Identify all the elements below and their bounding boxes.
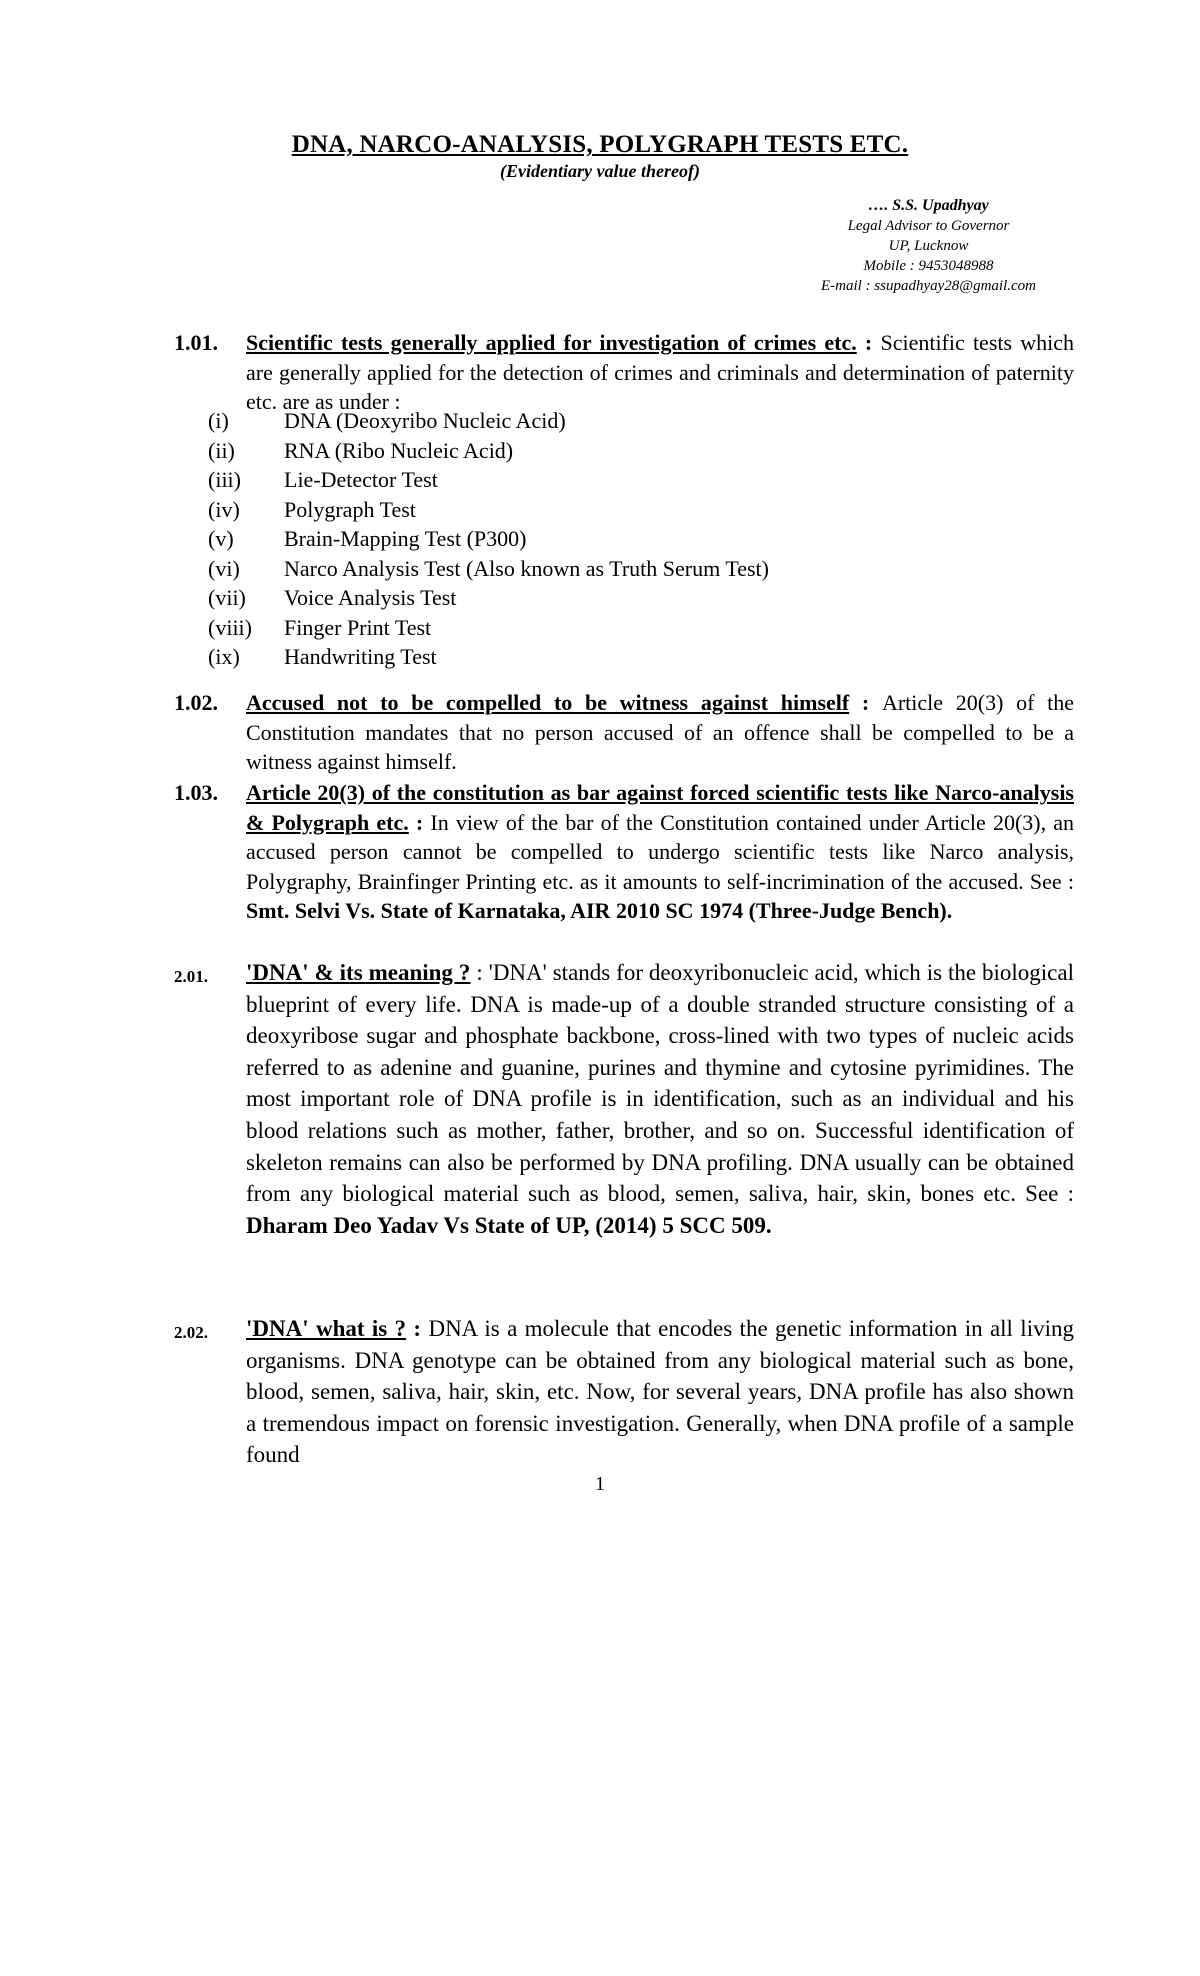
list-item-roman: (iii) [208,467,241,492]
author-name: …. S.S. Upadhyay [868,197,989,214]
section-number: 1.01. [174,330,218,355]
page-number: 1 [595,1473,605,1495]
section-heading: 'DNA' & its meaning ? [246,960,471,985]
author-designation: Legal Advisor to Governor [847,218,1010,234]
author-mobile: Mobile : 9453048988 [863,258,994,274]
list-item-label: Lie-Detector Test [284,467,438,492]
list-item-roman: (ii) [208,437,235,463]
heading-separator: : [470,960,489,985]
section-text: 'DNA' stands for deoxyribonucleic acid, which is the biological blueprint of every life. DNA is made-up of a double stranded structure consisting of a deoxyribose sugar and phosphate backbone, cross-lined with two types of nucleic acids referred to as adenine and guanine, purines and thymine and cytosine pyrimidines. The most important role of DNA profile is in identification, such as an individual and his blood relations such as mother, father, brother, and so on. Successful identification of skeleton remains can also be performed by DNA profiling. DNA usually can be obtained from any biological material such as blood, semen, saliva, hair, skin, bones etc. See : [246,960,1074,1207]
section-1-01 [174,328,1074,417]
heading-separator: : [856,330,881,355]
section-body [246,688,1074,777]
list-item-roman: (vii) [208,585,246,610]
list-item-roman: (ix) [208,644,240,669]
author-block [821,196,1036,296]
author-email: E-mail : ssupadhyay28@gmail.com [820,278,1036,294]
heading-separator: : [406,1316,429,1341]
section-body [246,778,1074,926]
heading-separator: : [408,809,431,835]
document-subtitle: (Evidentiary value thereof) [500,161,700,181]
list-item-label: RNA (Ribo Nucleic Acid) [284,437,514,463]
section-body [246,957,1074,1241]
section-body [246,1313,1074,1471]
section-heading: Accused not to be compelled to be witness against himself [246,690,850,715]
section-number: 2.02. [174,1323,208,1342]
section-text: DNA is a molecule that encodes the genetic information in all living organisms. DNA genotype can be obtained from any biological material such as bone, blood, semen, saliva, hair, skin, etc. Now, for several years, DNA profile has also shown a tremendous impact on forensic investigation. Generally, when DNA profile of a sample found [246,1316,1074,1468]
section-number: 1.02. [174,690,218,715]
section-number: 1.03. [174,780,218,805]
section-heading: 'DNA' what is ? [246,1316,407,1341]
heading-separator: : [849,690,882,715]
section-1-02 [174,688,1074,777]
list-item-roman: (vi) [208,555,240,581]
section-2-02 [174,1313,1074,1471]
list-item-label: Brain-Mapping Test (P300) [284,526,527,551]
list-item-roman: (iv) [208,496,240,522]
section-1-03 [174,778,1074,926]
list-item-label: Finger Print Test [284,614,432,640]
list-item-roman: (i) [208,408,229,433]
list-item-label: Voice Analysis Test [284,585,457,610]
section-text: Scientific tests which are generally applied for the detection of crimes and criminals and determination of paternity etc. are as under : [246,330,1075,414]
section-heading: Scientific tests generally applied for investigation of crimes etc. [246,330,857,355]
section-text: Article 20(3) of the Constitution mandates that no person accused of an offence shall be compelled to be a witness against himself. [246,690,1075,774]
document-title: DNA, NARCO-ANALYSIS, POLYGRAPH TESTS ETC. [291,131,909,158]
list-item-label: Narco Analysis Test (Also known as Truth Serum Test) [284,555,769,581]
list-item-label: Polygraph Test [284,496,416,522]
section-text: In view of the bar of the Constitution contained under Article 20(3), an accused person cannot be compelled to undergo scientific tests like Narco analysis, Polygraphy, Brainfinger Printing etc. as it amounts to self-incrimination of the accused. See : [246,809,1075,894]
list-item-roman: (v) [208,526,234,551]
list-item-roman: (viii) [208,614,252,640]
section-number: 2.01. [174,967,208,986]
list-item-label: Handwriting Test [284,644,437,669]
author-place: UP, Lucknow [888,238,969,254]
section-heading: Article 20(3) of the constitution as bar against forced scientific tests like Narco-analysis & Polygraph etc. [246,780,1074,835]
case-citation: Smt. Selvi Vs. State of Karnataka, AIR 2010 SC 1974 (Three-Judge Bench). [246,898,953,923]
case-citation: Dharam Deo Yadav Vs State of UP, (2014) 5 SCC 509. [246,1212,772,1238]
section-2-01 [174,957,1074,1241]
section-body [246,328,1074,417]
list-item-label: DNA (Deoxyribo Nucleic Acid) [284,408,566,433]
